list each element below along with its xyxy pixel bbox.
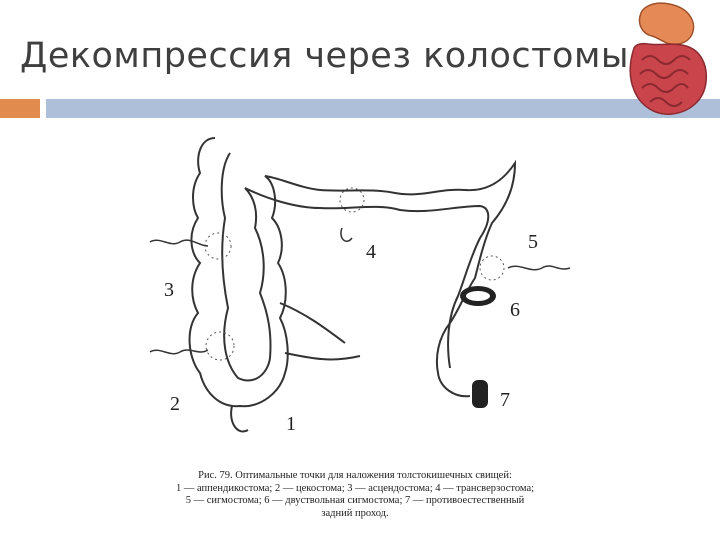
double-barrel-stoma-lumen xyxy=(466,291,490,301)
stomach-shape xyxy=(640,3,694,44)
stoma-site-sigmoid xyxy=(480,256,504,280)
label-7: 7 xyxy=(500,389,510,411)
figure-caption xyxy=(108,470,602,520)
suture-3 xyxy=(150,240,208,246)
title-accent-block xyxy=(0,99,40,118)
ileum-tube xyxy=(280,303,360,359)
suture-2 xyxy=(150,350,208,354)
caption-line: задний проход. xyxy=(321,507,389,519)
caption-line: Рис. 79. Оптимальные точки для наложения толстокишечных свищей: xyxy=(198,470,512,481)
stoma-site-ascending xyxy=(205,233,231,259)
colon-inner-outline xyxy=(222,153,489,380)
label-6: 6 xyxy=(510,299,520,321)
caption-line: 5 — сигмостома; 6 — двуствольная сигмостома; 7 — противоестественный xyxy=(185,495,525,506)
end-colostomy xyxy=(472,380,488,408)
stoma-site-cecal xyxy=(206,332,234,360)
label-4: 4 xyxy=(366,241,376,263)
suture-5 xyxy=(508,266,570,270)
digestive-organs-image xyxy=(620,2,712,118)
label-5: 5 xyxy=(528,231,538,253)
label-1: 1 xyxy=(286,413,296,435)
label-3: 3 xyxy=(164,279,174,301)
appendix-stub xyxy=(231,406,248,431)
caption-line: 1 — аппендикостома; 2 — цекостома; 3 — асцендостома; 4 — трансверзостома; xyxy=(175,482,535,494)
colon-diagram xyxy=(120,118,590,458)
suture-4 xyxy=(341,228,352,241)
slide-title: Декомпрессия через колостомы xyxy=(20,36,629,76)
title-accent-bar xyxy=(46,99,720,118)
label-2: 2 xyxy=(170,393,180,415)
